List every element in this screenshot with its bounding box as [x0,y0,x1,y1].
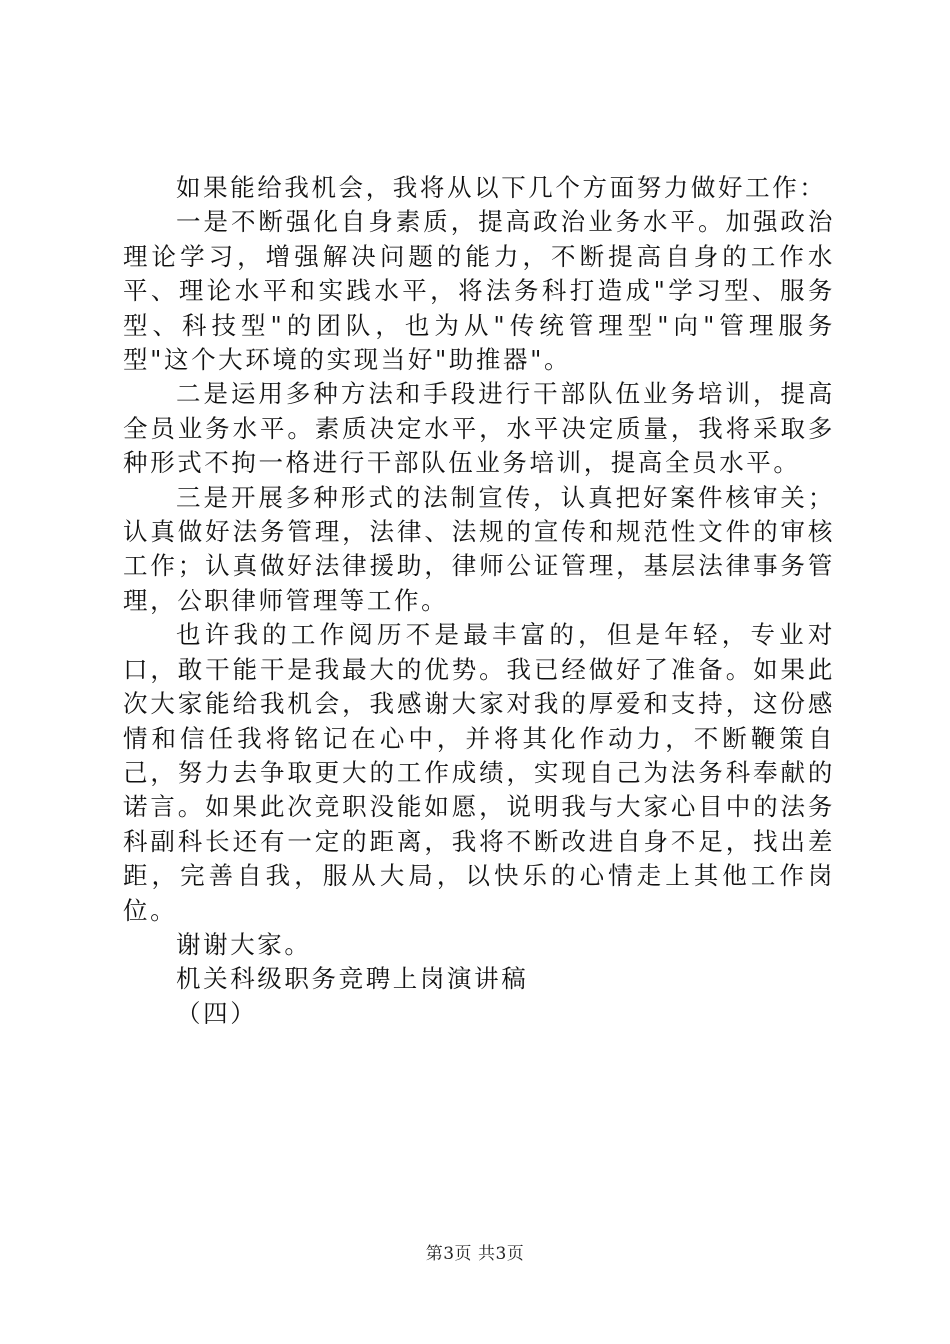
paragraph-point-two: 二是运用多种方法和手段进行干部队伍业务培训，提高全员业务水平。素质决定水平，水平决定质量，我将采取多种形式不拘一格进行干部队伍业务培训，提高全员水平。 [123,379,835,478]
paragraph-point-three: 三是开展多种形式的法制宣传，认真把好案件核审关；认真做好法务管理，法律、法规的宣传和规范性文件的审核工作；认真做好法律援助，律师公证管理，基层法律事务管理，公职律师管理等工作。 [123,482,835,615]
next-section-number: （四） [176,998,258,1028]
document-body [123,171,835,1031]
paragraph-conclusion: 也许我的工作阅历不是最丰富的，但是年轻，专业对口，敢干能干是我最大的优势。我已经做好了准备。如果此次大家能给我机会，我感谢大家对我的厚爱和支持，这份感情和信任我将铭记在心中，并将其化作动力，不断鞭策自己，努力去争取更大的工作成绩，实现自己为法务科奉献的诺言。如果此次竞职没能如愿，说明我与大家心目中的法务科副科长还有一定的距离，我将不断改进自身不足，找出差距，完善自我，服从大局，以快乐的心情走上其他工作岗位。 [123,620,835,925]
next-section-title: 机关科级职务竞聘上岗演讲稿 [176,964,529,994]
page-footer: 第3页 共3页 [425,1244,525,1264]
paragraph-intro: 如果能给我机会，我将从以下几个方面努力做好工作： [176,173,827,202]
paragraph-thanks: 谢谢大家。 [176,929,312,959]
paragraph-point-one: 一是不断强化自身素质，提高政治业务水平。加强政治理论学习，增强解决问题的能力，不断提高自身的工作水平、理论水平和实践水平，将法务科打造成"学习型、服务型、科技型"的团队，也为从"传统管理型"向"管理服务型"这个大环境的实现当好"助推器"。 [123,207,835,375]
